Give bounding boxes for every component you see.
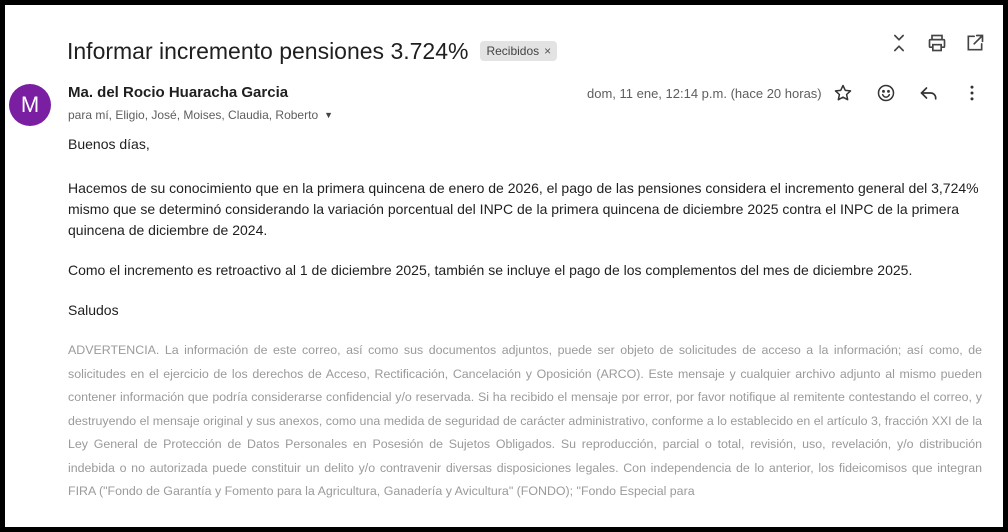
remove-label-icon[interactable]: ×: [544, 44, 552, 58]
label-chip-inbox[interactable]: [480, 41, 557, 61]
email-paragraph-main: Hacemos de su conocimiento que en la primera quincena de enero de 2026, el pago de las pensiones considera el incremento general del 3,724% mismo que se determinó considerando la variación porcentual del INPC de la primera quincena de diciembre 2025 contra el INPC de la primera quincena de diciembre de 2024.: [68, 180, 979, 238]
more-options-icon[interactable]: [962, 83, 982, 103]
star-icon[interactable]: [833, 83, 853, 103]
emoji-reaction-icon[interactable]: [876, 83, 896, 103]
message-actions: [833, 83, 982, 103]
print-icon[interactable]: [927, 33, 947, 53]
open-in-new-window-icon[interactable]: [965, 33, 985, 53]
legal-warning: ADVERTENCIA. La información de este correo, así como sus documentos adjuntos, puede ser objeto de solicitudes de acceso a la información; así como, de solicitudes en el ejercicio de los derechos de Acceso, Rectificación, Cancelación y Oposición (ARCO). Este mensaje y cualquier archivo adjunto al mismo pueden contener información que podría considerarse confidencial y/o reservada. Si ha recibido el mensaje por error, por favor notifique al remitente contestando el correo, y destruyendo el mensaje original y sus anexos, como una medida de seguridad de carácter administrativo, conforme a lo establecido en el artículo 3, fracción XXI de la Ley General de Protección de Datos Personales en Posesión de Sujetos Obligados. Su reproducción, parcial o total, revisión, uso, revelación, y/o distribución indebida o no autorizada puede constituir un delito y/o contravenir diversas disposiciones legales. Con independencia de lo anterior, los fideicomisos que integran FIRA ("Fondo de Garantía y Fomento para la Agricultura, Ganadería y Avicultura" (FONDO); "Fondo Especial para: [68, 343, 982, 498]
recipients-line: [68, 108, 333, 122]
email-closing: Saludos: [68, 302, 119, 318]
email-paragraph-retroactive: Como el incremento es retroactivo al 1 de diciembre 2025, también se incluye el pago de los complementos del mes de diciembre 2025.: [68, 262, 913, 278]
thread-toolbar: [889, 33, 985, 53]
subject-row: [67, 31, 557, 71]
email-greeting: Buenos días,: [68, 136, 150, 152]
email-date: dom, 11 ene, 12:14 p.m. (hace 20 horas): [587, 86, 822, 101]
recipients-text: para mí, Eligio, José, Moises, Claudia, Roberto: [68, 108, 319, 122]
avatar[interactable]: M: [9, 84, 51, 126]
email-view: [5, 5, 1003, 527]
email-subject: Informar incremento pensiones 3.724%: [67, 37, 469, 64]
reply-icon[interactable]: [919, 83, 939, 103]
collapse-icon[interactable]: [889, 33, 909, 53]
label-chip-text: Recibidos: [486, 44, 540, 58]
chevron-down-icon[interactable]: ▼: [324, 110, 334, 120]
sender-name[interactable]: Ma. del Rocio Huaracha Garcia: [68, 84, 289, 101]
